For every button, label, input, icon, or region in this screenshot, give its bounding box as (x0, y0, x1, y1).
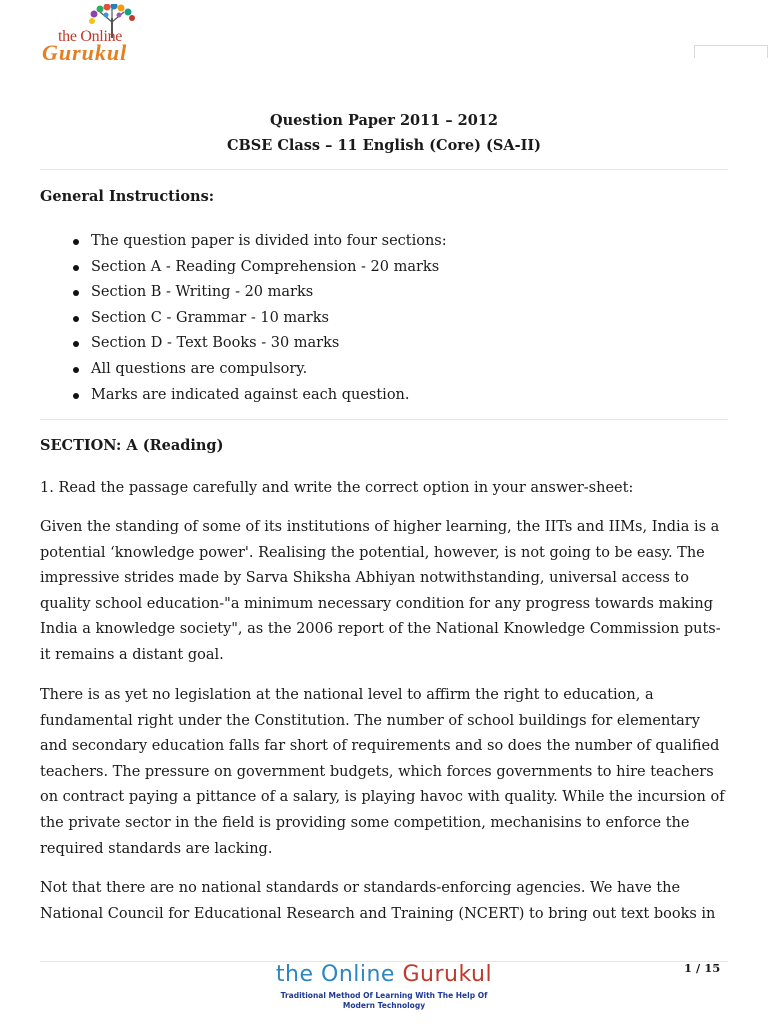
footer-brand-part2: Gurukul (402, 962, 493, 987)
passage-paragraph: There is as yet no legislation at the national level to affirm the right to education, a fundamental right under the Constitution. The number of school buildings for elementary and secondary education falls far short of requirements and so does the number of qualified teachers. The pressure on government budgets, which forces governments to hire teachers on contract paying a pittance of a salary, is playing havoc with quality. While the incursion of the private sector in the field is providing some competition, mechanisins to enforce the required standards are lacking. (40, 687, 725, 857)
list-item: Section A - Reading Comprehension - 20 marks (91, 255, 447, 281)
footer-tagline-line1: Traditional Method Of Learning With The Help Of (280, 991, 488, 1000)
page-number: 1 / 15 (684, 961, 721, 975)
footer-tagline-line2: Modern Technology (342, 1001, 426, 1010)
site-logo[interactable] (38, 4, 142, 64)
logo-text-bottom: Gurukul (42, 40, 128, 65)
divider (40, 419, 728, 420)
passage-paragraph: Not that there are no national standards or standards-enforcing agencies. We have the National Council for Educational Research and Training (NCERT) to bring out text books in (40, 880, 716, 922)
list-item: Section C - Grammar - 10 marks (91, 306, 447, 332)
footer-tagline (0, 991, 768, 1011)
search-box[interactable] (694, 45, 768, 58)
divider (40, 169, 728, 170)
list-item: The question paper is divided into four sections: (91, 229, 447, 255)
list-item: Marks are indicated against each question. (91, 383, 447, 409)
passage-paragraph: Given the standing of some of its institutions of higher learning, the IITs and IIMs, India is a potential ‘knowledge power'. Realising the potential, however, is not going to be easy. The impressive strides made by Sarva Shiksha Abhiyan notwithstanding, universal access to quality school education-"a minimum necessary condition for any progress towards making India a knowledge society", as the 2006 report of the National Knowledge Commission puts-it remains a distant goal. (40, 519, 721, 663)
instructions-list (40, 229, 447, 408)
list-item: Section D - Text Books - 30 marks (91, 331, 447, 357)
list-item: Section B - Writing - 20 marks (91, 280, 447, 306)
section-a-heading: SECTION: A (Reading) (40, 437, 224, 454)
list-item: All questions are compulsory. (91, 357, 447, 383)
question-1: 1. Read the passage carefully and write the correct option in your answer-sheet: (40, 480, 634, 496)
document-title (0, 108, 768, 158)
title-line-1: Question Paper 2011 – 2012 (269, 112, 499, 129)
logo-text-top: the Online (58, 28, 123, 45)
general-instructions-heading: General Instructions: (40, 188, 215, 205)
footer-brand-part1: the Online (275, 962, 395, 987)
footer-brand (0, 962, 768, 987)
title-line-2: CBSE Class – 11 English (Core) (SA-II) (226, 137, 542, 154)
